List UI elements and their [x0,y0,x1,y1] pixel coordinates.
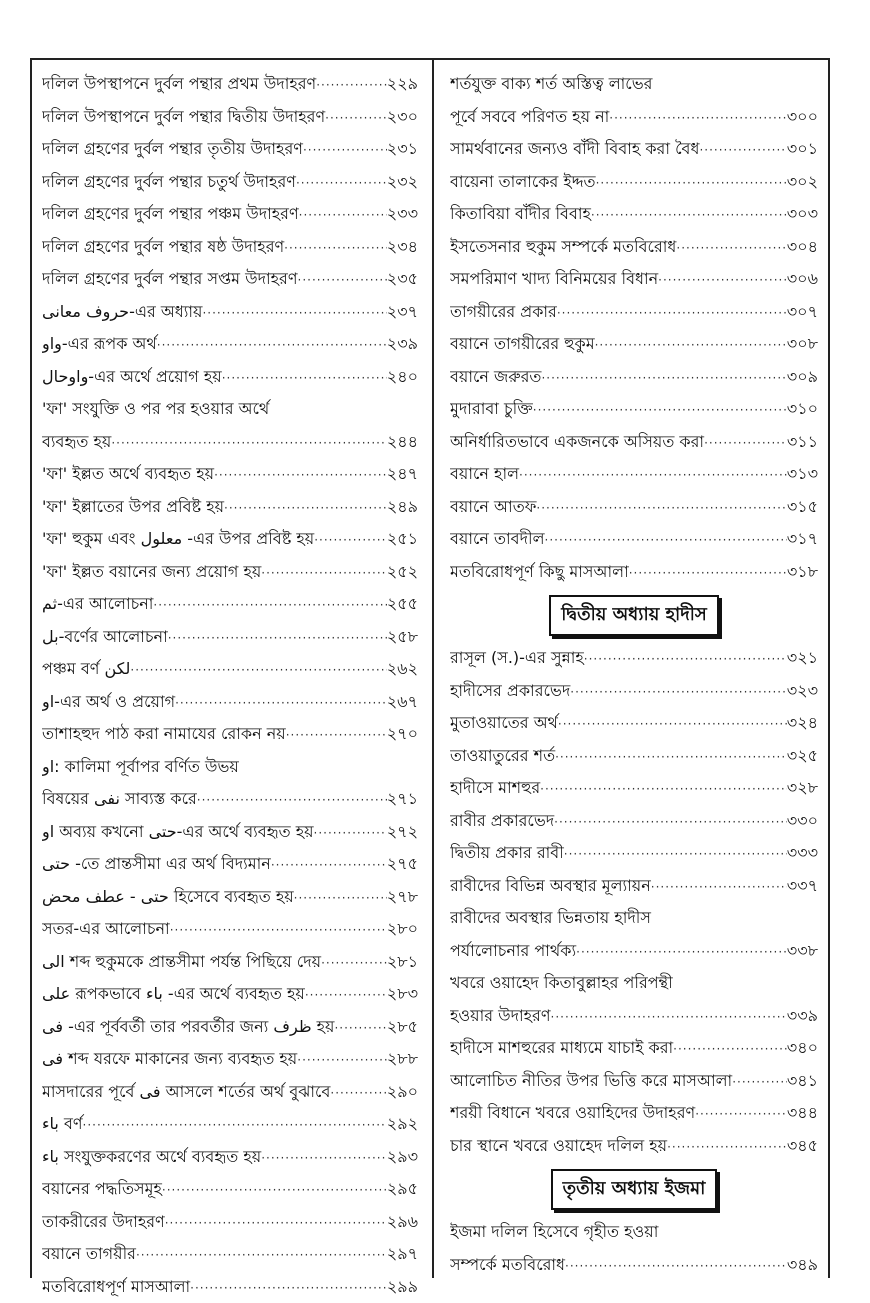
toc-entry-page: ২৩৪ [387,231,418,264]
toc-entry-page: ২৮৩ [387,978,418,1011]
toc-entry-title: বয়ানে আতফ [450,491,536,524]
toc-entry [450,166,818,199]
toc-entry [42,1011,418,1044]
toc-entry [42,588,418,621]
dot-leader [570,676,787,708]
toc-entry-page: ৩০০ [787,101,818,134]
toc-entry-page: ৩১০ [787,393,818,426]
toc-entry [450,935,818,968]
toc-right-column [450,68,818,1281]
toc-entry-title: حروف معانى-এর অধ্যায় [42,296,202,329]
toc-entry-title: মুদারাবা চুক্তি [450,393,533,426]
dot-leader [732,1066,787,1098]
toc-entry-page: ২৬৭ [387,686,418,719]
toc-entry-title: দলিল গ্রহণের দুর্বল পন্থার পঞ্চম উদাহরণ [42,198,299,231]
toc-entry-page: ২৯৩ [387,1141,418,1174]
toc-entry [42,426,418,459]
dot-leader [545,524,787,556]
toc-entry [450,1000,818,1033]
toc-entry [450,837,818,870]
dot-leader [136,1239,387,1271]
toc-entry-page: ২৪৪ [387,426,418,459]
toc-entry-page: ৩০৯ [787,361,818,394]
toc-entry [42,231,418,264]
toc-entry [42,1173,418,1206]
toc-entry-title: রাবীদের বিভিন্ন অবস্থার মূল্যায়ন [450,870,651,903]
toc-entry [42,653,418,686]
toc-entry-title: বিষয়ের نفى সাব্যস্ত করে [42,783,197,816]
dot-leader [519,459,787,491]
toc-entry-page: ৩২১ [787,642,818,675]
toc-entry-page: ৩০১ [787,133,818,166]
toc-entry-title: দলিল গ্রহণের দুর্বল পন্থার সপ্তম উদাহরণ [42,263,298,296]
toc-entry-title: আলোচিত নীতির উপর ভিত্তি করে মাসআলা [450,1065,732,1098]
dot-leader [555,741,787,773]
toc-entry-page: ২৪৭ [387,458,418,491]
toc-entry [42,491,418,524]
toc-entry-page: ২২৯ [387,68,418,101]
toc-entry-title: 'ফা' সংযুক্তি ও পর পর হওয়ার অর্থে [42,393,269,426]
toc-entry-title: বায়েনা তালাকের ইদ্দত [450,166,596,199]
dot-leader [222,362,387,394]
dot-leader [175,687,387,719]
toc-entry [450,870,818,903]
toc-entry [450,902,818,935]
toc-entry-page: ৩০২ [787,166,818,199]
toc-entry-page: ৩৪১ [787,1065,818,1098]
toc-entry-title: তাগয়ীরের প্রকার [450,296,557,329]
toc-entry-title: দলিল উপস্থাপনে দুর্বল পন্থার দ্বিতীয় উদাহরণ [42,101,325,134]
dot-leader [316,69,387,101]
toc-entry-page: ২৭৫ [387,848,418,881]
toc-entry [450,328,818,361]
toc-entry [42,361,418,394]
toc-entry-page: ৩৪৯ [787,1249,818,1282]
toc-entry-page: ২৩৫ [387,263,418,296]
toc-entry [450,1249,818,1282]
toc-left-column [42,68,418,1303]
dot-leader [330,1077,386,1109]
toc-entry-title: বয়ানের পদ্ধতিসমূহ [42,1173,162,1206]
dot-leader [261,557,387,589]
toc-entry [450,642,818,675]
toc-entry-page: ৩০৮ [787,328,818,361]
toc-entry [450,967,818,1000]
toc-entry-page: ৩৩৯ [787,1000,818,1033]
dot-leader [130,654,386,686]
toc-entry-title: দলিল গ্রহণের দুর্বল পন্থার তৃতীয় উদাহরণ [42,133,303,166]
toc-entry-title: হাদীসের প্রকারভেদ [450,675,570,708]
toc-entry-page: ২৪৯ [387,491,418,524]
toc-entry [450,426,818,459]
toc-entry-page: ৩১৫ [787,491,818,524]
toc-entry [450,675,818,708]
toc-entry-page: ২৩০ [387,101,418,134]
toc-entry [450,707,818,740]
dot-leader [591,199,787,231]
toc-entry-page: ২৯৬ [387,1206,418,1239]
toc-entry [42,393,418,426]
dot-leader [551,1001,787,1033]
toc-entry [42,1108,418,1141]
toc-entry [450,1216,818,1249]
toc-entry-title: সম্পর্কে মতবিরোধ [450,1249,565,1282]
toc-entry [42,523,418,556]
dot-leader [299,199,387,231]
toc-entry-title: ব্যবহৃত হয় [42,426,111,459]
toc-entry [42,783,418,816]
toc-entry-page: ৩০৩ [787,198,818,231]
toc-entry-title: হওয়ার উদাহরণ [450,1000,551,1033]
chapter-heading-wrap [450,1162,818,1216]
dot-leader [83,1109,387,1141]
toc-entry-title: او-এর অর্থ ও প্রয়োগ [42,686,175,719]
toc-entry-page: ৩২৩ [787,675,818,708]
toc-entry-title: বয়ানে হাল [450,458,519,491]
toc-entry-title: او: কালিমা পূর্বাপর বর্ণিত উভয় [42,751,239,784]
toc-entry-title: দলিল গ্রহণের দুর্বল পন্থার চতুর্থ উদাহরণ [42,166,296,199]
dot-leader [214,459,387,491]
toc-entry-page: ২৯২ [387,1108,418,1141]
toc-entry-title: তাকরীরের উদাহরণ [42,1206,165,1239]
toc-entry-title: দলিল উপস্থাপনে দুর্বল পন্থার প্রথম উদাহরণ [42,68,316,101]
toc-entry-page: ৩৩৭ [787,870,818,903]
toc-entry [450,772,818,805]
toc-entry [450,198,818,231]
toc-entry-page: ৩১১ [787,426,818,459]
dot-leader [334,1012,386,1044]
toc-entry [42,816,418,849]
toc-entry [450,263,818,296]
toc-entry-title: দলিল গ্রহণের দুর্বল পন্থার ষষ্ঠ উদাহরণ [42,231,284,264]
dot-leader [162,1174,387,1206]
toc-entry [42,978,418,1011]
toc-entry [450,1065,818,1098]
dot-leader [704,427,787,459]
toc-entry-page: ৩২৪ [787,707,818,740]
dot-leader [576,936,787,968]
toc-entry-title: বয়ানে তাগয়ীরের হুকুম [450,328,595,361]
toc-entry-title: শরয়ী বিধানে খবরে ওয়াহিদের উদাহরণ [450,1097,695,1130]
dot-leader [168,622,387,654]
toc-entry-page: ২৬২ [387,653,418,686]
toc-entry-page: ২৩১ [387,133,418,166]
toc-entry [450,1097,818,1130]
toc-entry-title: হাদীসে মাশহুরের মাধ্যমে যাচাই করা [450,1032,673,1065]
toc-entry [450,393,818,426]
toc-page [30,58,830,1274]
dot-leader [298,264,387,296]
dot-leader [584,643,787,675]
dot-leader [271,849,387,881]
column-divider [432,58,434,1278]
toc-entry [450,133,818,166]
toc-entry-title: على রূপকভাবে باء -এর অর্থে ব্যবহৃত হয় [42,978,305,1011]
toc-entry-title: বয়ানে তাগয়ীর [42,1238,136,1271]
toc-entry-title: হাদীসে মাশহুর [450,772,540,805]
dot-leader [699,134,786,166]
toc-entry [42,198,418,231]
toc-entry [42,263,418,296]
toc-entry-title: واو-এর রূপক অর্থ [42,328,157,361]
dot-leader [224,492,387,524]
toc-entry-page: ২৩৭ [387,296,418,329]
toc-entry-title: বয়ানে তাবদীল [450,523,545,556]
dot-leader [667,1131,787,1163]
toc-entry-page: ২৮০ [387,913,418,946]
toc-entry-title: পঞ্চম বর্ণ لكن [42,653,130,686]
toc-entry [450,231,818,264]
dot-leader [297,1044,387,1076]
toc-entry [42,133,418,166]
dot-leader [565,1250,787,1282]
toc-section-usul [450,68,818,588]
toc-entry [42,1271,418,1303]
toc-entry [42,1238,418,1271]
dot-leader [305,979,387,1011]
dot-leader [695,1098,787,1130]
dot-leader [533,394,787,426]
toc-entry-page: ৩৩৩ [787,837,818,870]
dot-leader [286,719,387,751]
dot-leader [536,492,786,524]
chapter-heading-ijma: তৃতীয় অধ্যায় ইজমা [551,1169,718,1210]
toc-entry-title: ثم-এর আলোচনা [42,588,153,621]
toc-entry-title: বয়ানে জরুরত [450,361,541,394]
toc-entry [450,491,818,524]
toc-entry [450,458,818,491]
dot-leader [673,1033,787,1065]
toc-entry [42,68,418,101]
dot-leader [558,708,787,740]
toc-entry-title: بل-বর্ণের আলোচনা [42,621,168,654]
toc-entry-page: ২৯৭ [387,1238,418,1271]
toc-entry-page: ২৩২ [387,166,418,199]
toc-entry-title: 'ফা' ইল্লাতের উপর প্রবিষ্ট হয় [42,491,224,524]
toc-entry [42,166,418,199]
toc-entry-page: ২৪০ [387,361,418,394]
dot-leader [157,329,387,361]
toc-entry-title: খবরে ওয়াহেদ কিতাবুল্লাহর পরিপন্থী [450,967,673,1000]
toc-entry-title: 'ফা' হুকুম এবং معلول -এর উপর প্রবিষ্ট হয় [42,523,314,556]
toc-entry [450,296,818,329]
toc-entry [450,740,818,773]
toc-entry-page: ২৩৯ [387,328,418,361]
toc-entry-title: পূর্বে সববে পরিণত হয় না [450,101,609,134]
toc-entry-page: ২৮৮ [387,1043,418,1076]
toc-entry [42,848,418,881]
toc-entry-title: 'ফা' ইল্লত বয়ানের জন্য প্রয়োগ হয় [42,556,261,589]
toc-entry [42,296,418,329]
dot-leader [596,167,787,199]
dot-leader [261,1142,387,1174]
toc-entry-page: ৩০৪ [787,231,818,264]
toc-entry [42,556,418,589]
dot-leader [651,871,787,903]
dot-leader [658,264,787,296]
dot-leader [557,297,787,329]
toc-entry [42,718,418,751]
dot-leader [325,102,387,134]
toc-section-hadith [450,642,818,1162]
toc-entry-title: মতবিরোধপূর্ণ কিছু মাসআলা [450,556,629,589]
dot-leader [321,947,387,979]
toc-entry [450,556,818,589]
toc-entry-title: সমপরিমাণ খাদ্য বিনিময়ের বিধান [450,263,658,296]
toc-entry-title: باء বর্ণ [42,1108,83,1141]
toc-entry [42,1206,418,1239]
toc-entry [42,458,418,491]
toc-entry-title: পর্যালোচনার পার্থক্য [450,935,576,968]
toc-entry-title: শর্তযুক্ত বাক্য শর্ত অস্তিত্ব লাভের [450,68,652,101]
toc-entry [42,686,418,719]
toc-entry [42,328,418,361]
toc-entry-title: মতবিরোধপূর্ণ মাসআলা [42,1271,190,1303]
toc-entry-title: তাওয়াতুরের শর্ত [450,740,555,773]
toc-entry-title: মাসদারের পূর্বে فى আসলে শর্তের অর্থ বুঝাবে [42,1076,330,1109]
toc-entry-page: ৩১৩ [787,458,818,491]
dot-leader [284,232,387,264]
toc-entry [42,1076,418,1109]
toc-entry-page: ২৭১ [387,783,418,816]
toc-entry [42,101,418,134]
toc-entry-title: কিতাবিয়া বাঁদীর বিবাহ [450,198,591,231]
dot-leader [153,589,386,621]
dot-leader [564,838,787,870]
toc-entry-page: ২৯৫ [387,1173,418,1206]
toc-entry-title: চার স্থানে খবরে ওয়াহেদ দলিল হয় [450,1130,667,1163]
dot-leader [197,784,387,816]
toc-entry-page: ৩১৮ [787,556,818,589]
toc-entry [450,361,818,394]
toc-entry-page: ৩৪০ [787,1032,818,1065]
toc-entry [42,913,418,946]
toc-entry-title: واوحال-এর অর্থে প্রয়োগ হয় [42,361,222,394]
toc-entry-page: ২৭৮ [387,881,418,914]
toc-entry-page: ২৫৫ [387,588,418,621]
toc-entry [42,946,418,979]
toc-entry-title: ইসতেসনার হুকুম সম্পর্কে মতবিরোধ [450,231,676,264]
toc-entry-title: ইজমা দলিল হিসেবে গৃহীত হওয়া [450,1216,658,1249]
toc-entry-title: মুতাওয়াতের অর্থ [450,707,558,740]
chapter-heading-hadith: দ্বিতীয় অধ্যায় হাদীস [549,595,719,636]
toc-entry-page: ৩১৭ [787,523,818,556]
dot-leader [294,882,387,914]
toc-entry-page: ৩৪৫ [787,1130,818,1163]
dot-leader [202,297,386,329]
toc-entry-page: ২৯০ [387,1076,418,1109]
toc-entry-page: ৩০৭ [787,296,818,329]
dot-leader [541,362,786,394]
toc-entry-page: ২৫২ [387,556,418,589]
toc-entry [42,1141,418,1174]
dot-leader [314,524,387,556]
dot-leader [676,232,786,264]
toc-entry-title: فى শব্দ যরফে মাকানের জন্য ব্যবহৃত হয় [42,1043,297,1076]
dot-leader [190,1272,387,1303]
toc-entry-title: রাবীর প্রকারভেদ [450,805,554,838]
toc-entry-title: সতর-এর আলোচনা [42,913,170,946]
toc-entry-page: ২৩৩ [387,198,418,231]
dot-leader [170,914,387,946]
toc-entry-title: حتى -তে প্রান্তসীমা এর অর্থ বিদ্যমান [42,848,271,881]
toc-entry-page: ৩০৬ [787,263,818,296]
toc-entry [450,68,818,101]
toc-entry-page: ৩২৮ [787,772,818,805]
toc-entry-page: ২৮১ [387,946,418,979]
toc-entry-title: সামর্থবানের জন্যও বাঁদী বিবাহ করা বৈধ [450,133,699,166]
toc-entry-page: ২৮৫ [387,1011,418,1044]
toc-entry-title: 'ফা' ইল্লত অর্থে ব্যবহৃত হয় [42,458,214,491]
toc-entry-page: ২৫৮ [387,621,418,654]
toc-entry-title: তাশাহহুদ পাঠ করা নামাযের রোকন নয় [42,718,286,751]
toc-section-ijma [450,1216,818,1281]
dot-leader [554,806,787,838]
dot-leader [303,134,387,166]
toc-entry-page: ২৫১ [387,523,418,556]
toc-entry-page: ৩২৫ [787,740,818,773]
toc-entry-title: او অব্যয় কখনো حتى-এর অর্থে ব্যবহৃত হয় [42,816,314,849]
toc-entry-title: রাসূল (স.)-এর সুন্নাহ [450,642,584,675]
toc-entry [450,1032,818,1065]
toc-entry-page: ২৯৯ [387,1271,418,1303]
dot-leader [314,817,387,849]
chapter-heading-wrap [450,588,818,642]
toc-entry [42,1043,418,1076]
toc-entry [450,101,818,134]
toc-entry [450,1130,818,1163]
dot-leader [111,427,386,459]
toc-entry [42,751,418,784]
dot-leader [609,102,786,134]
dot-leader [629,557,787,589]
toc-entry-title: অনির্ধারিতভাবে একজনকে অসিয়ত করা [450,426,704,459]
dot-leader [296,167,387,199]
toc-entry-title: فى -এর পূর্ববর্তী তার পরবর্তীর জন্য ظرف হয় [42,1011,334,1044]
toc-entry-page: ৩৩০ [787,805,818,838]
toc-entry-page: ৩৪৪ [787,1097,818,1130]
toc-entry [42,881,418,914]
toc-entry [450,805,818,838]
toc-entry-title: حتى - عطف محض হিসেবে ব্যবহৃত হয় [42,881,294,914]
toc-entry-page: ৩৩৮ [787,935,818,968]
dot-leader [165,1207,387,1239]
dot-leader [540,773,787,805]
toc-entry-title: রাবীদের অবস্থার ভিন্নতায় হাদীস [450,902,651,935]
toc-entry [450,523,818,556]
toc-entry-title: الى শব্দ হুকুমকে প্রান্তসীমা পর্যন্ত পিছিয়ে দেয় [42,946,321,979]
toc-entry-title: باء সংযুক্তকরণের অর্থে ব্যবহৃত হয় [42,1141,261,1174]
toc-entry-page: ২৭২ [387,816,418,849]
toc-entry [42,621,418,654]
toc-entry-title: দ্বিতীয় প্রকার রাবী [450,837,564,870]
toc-entry-page: ২৭০ [387,718,418,751]
dot-leader [595,329,787,361]
